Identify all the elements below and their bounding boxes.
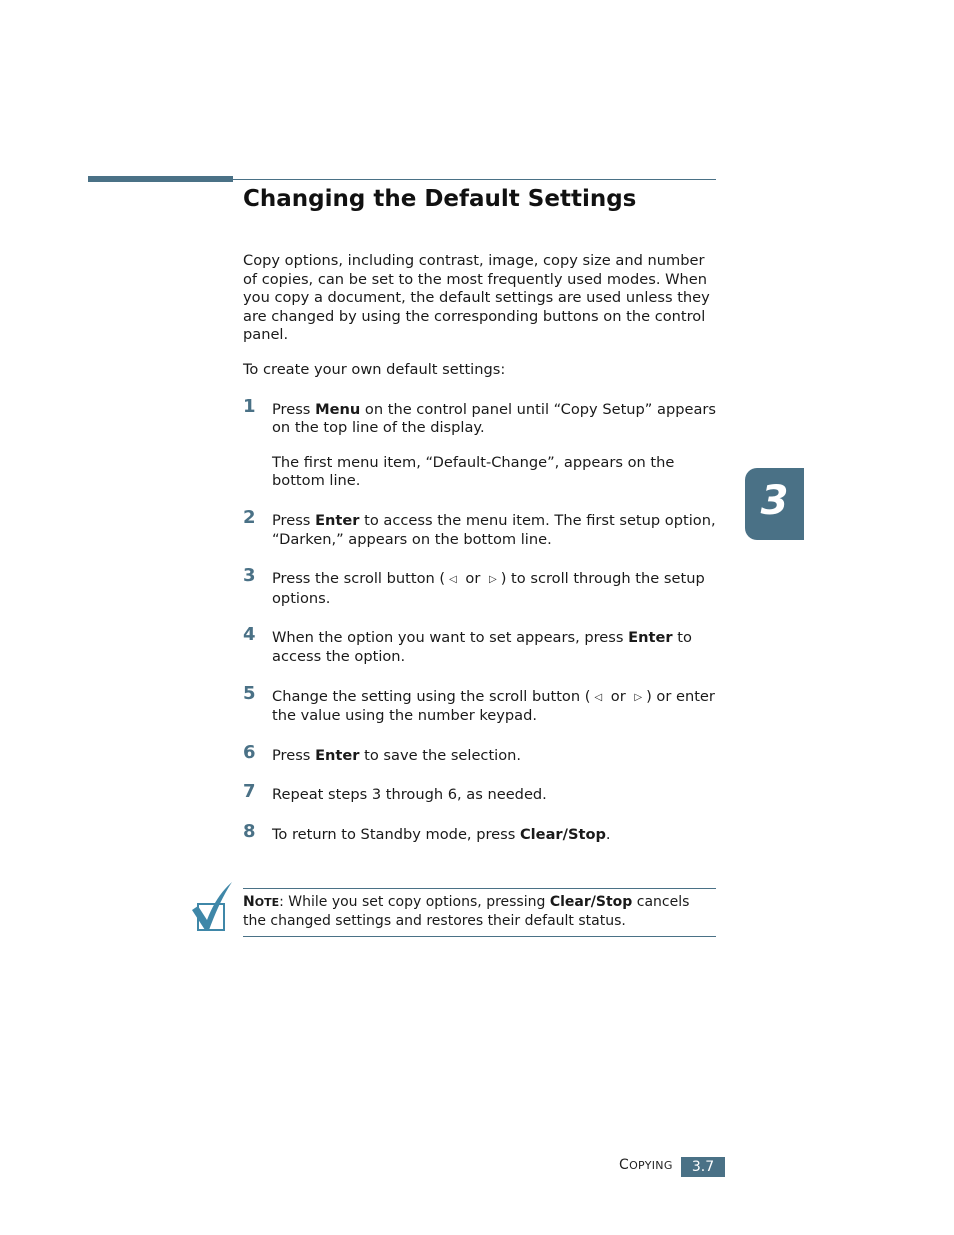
page-title: Changing the Default Settings — [243, 186, 637, 212]
key-enter: Enter — [628, 629, 673, 647]
page-number: 3.7 — [681, 1157, 725, 1177]
step-3: 3 Press the scroll button ( ◁ or ▷ ) to scroll through the setup options. — [243, 565, 705, 607]
step-number: 5 — [243, 682, 256, 704]
step-1: 1 Press Menu on the control panel until “Copy Setup” appears on the top line of the display. The first menu item, “Default-Change”, appears on the bottom line. — [243, 395, 717, 490]
step-number: 2 — [243, 506, 256, 528]
chapter-tab — [745, 468, 804, 540]
left-arrow-icon: ◁ — [594, 691, 603, 703]
chapter-number: 3 — [760, 478, 789, 524]
header-rule-thin — [233, 179, 716, 180]
step-number: 6 — [243, 741, 256, 763]
header-rule-thick — [88, 176, 233, 182]
key-clear-stop: Clear/Stop — [549, 894, 633, 910]
step-7: 7 Repeat steps 3 through 6, as needed. — [243, 781, 547, 804]
left-arrow-icon: ◁ — [449, 574, 457, 586]
intro-paragraph: Copy options, including contrast, image, copy size and number of copies, can be set to the most frequently used modes. When you copy a document, the default settings are used unless they are changed by using the corresponding buttons on the control panel. — [243, 252, 710, 344]
note-label: NOTE — [243, 894, 280, 910]
right-arrow-icon: ▷ — [489, 574, 497, 586]
step-number: 3 — [243, 565, 256, 587]
key-enter: Enter — [315, 746, 360, 764]
step-number: 7 — [243, 781, 256, 803]
checkmark-note-icon — [190, 880, 234, 934]
footer-section-label: COPYING — [619, 1157, 673, 1173]
key-menu: Menu — [315, 400, 361, 418]
step-4: 4 When the option you want to set appears, press Enter to access the option. — [243, 624, 692, 665]
key-enter: Enter — [315, 511, 360, 529]
note-box: NOTE: While you set copy options, pressing Clear/Stop cancels the changed settings and restores their default status. — [243, 888, 716, 937]
step-1-subtext: The first menu item, “Default-Change”, appears on the bottom line. — [272, 453, 675, 490]
step-number: 8 — [243, 820, 256, 842]
main-content — [243, 252, 718, 865]
step-8: 8 To return to Standby mode, press Clear/Stop. — [243, 820, 611, 843]
lead-paragraph: To create your own default settings: — [243, 360, 506, 378]
step-2: 2 Press Enter to access the menu item. The first setup option, “Darken,” appears on the bottom line. — [243, 506, 716, 548]
key-clear-stop: Clear/Stop — [519, 825, 606, 843]
right-arrow-icon: ▷ — [634, 691, 643, 703]
step-6: 6 Press Enter to save the selection. — [243, 741, 522, 764]
step-number: 1 — [243, 395, 256, 417]
step-5: 5 Change the setting using the scroll button ( ◁ or ▷ ) or enter the value using the number keypad. — [243, 682, 715, 725]
steps-list — [243, 395, 718, 845]
step-number: 4 — [243, 624, 256, 646]
